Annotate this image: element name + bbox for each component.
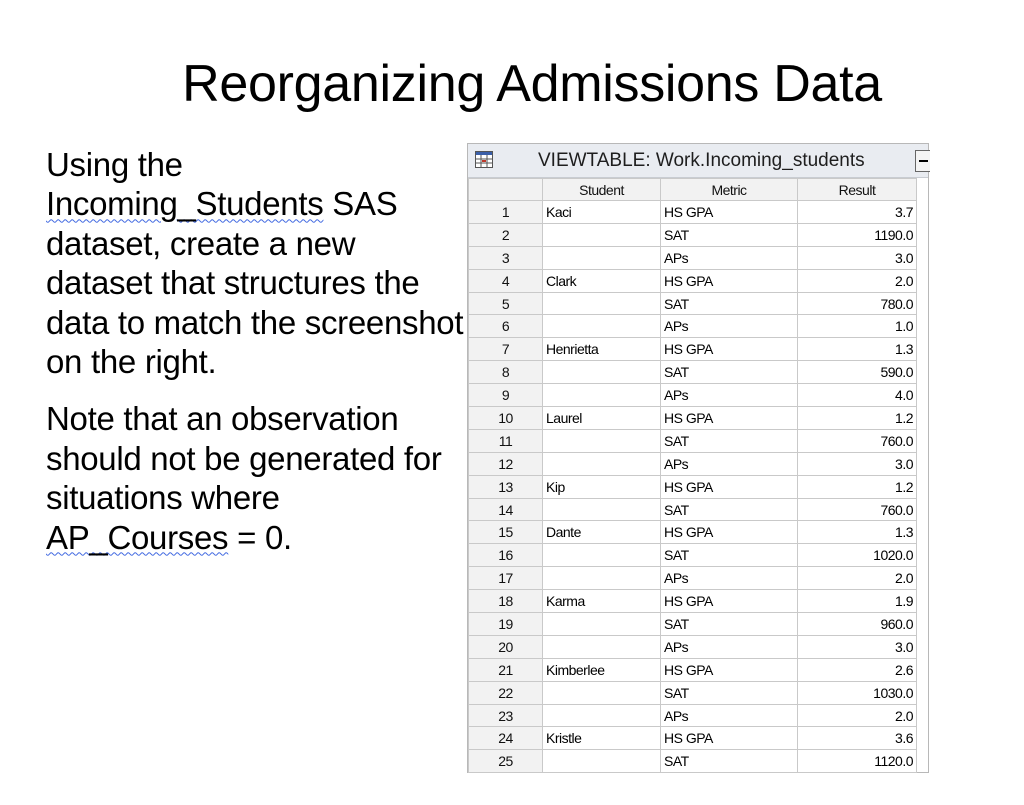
viewtable-titlebar[interactable] bbox=[468, 144, 928, 178]
cell-metric[interactable]: HS GPA bbox=[661, 658, 798, 681]
cell-metric[interactable]: SAT bbox=[661, 361, 798, 384]
row-number[interactable]: 6 bbox=[469, 315, 543, 338]
table-row[interactable] bbox=[469, 498, 917, 521]
cell-metric[interactable]: SAT bbox=[661, 429, 798, 452]
grid-body bbox=[469, 201, 917, 773]
cell-metric[interactable]: HS GPA bbox=[661, 338, 798, 361]
cell-result[interactable]: 4.0 bbox=[798, 384, 917, 407]
cell-result[interactable]: 590.0 bbox=[798, 361, 917, 384]
table-row[interactable] bbox=[469, 384, 917, 407]
table-row[interactable] bbox=[469, 269, 917, 292]
cell-metric[interactable]: HS GPA bbox=[661, 201, 798, 224]
variable-name: AP_Courses bbox=[46, 518, 229, 556]
table-row[interactable] bbox=[469, 567, 917, 590]
paragraph-1-lead: Using the bbox=[46, 146, 183, 183]
table-row[interactable] bbox=[469, 338, 917, 361]
row-number[interactable]: 14 bbox=[469, 498, 543, 521]
column-header-student[interactable]: Student bbox=[543, 179, 661, 201]
cell-metric[interactable]: APs bbox=[661, 315, 798, 338]
row-number[interactable]: 12 bbox=[469, 452, 543, 475]
cell-student[interactable]: Dante bbox=[543, 521, 661, 544]
cell-result[interactable]: 1.0 bbox=[798, 315, 917, 338]
dataset-name: Incoming_Students bbox=[46, 185, 324, 223]
cell-result[interactable]: 2.0 bbox=[798, 567, 917, 590]
row-number-header[interactable] bbox=[469, 179, 543, 201]
cell-metric[interactable]: HS GPA bbox=[661, 727, 798, 750]
row-number[interactable]: 10 bbox=[469, 407, 543, 430]
row-number[interactable]: 9 bbox=[469, 384, 543, 407]
instructions-paragraph-1 bbox=[46, 145, 466, 381]
cell-student[interactable] bbox=[543, 567, 661, 590]
row-number[interactable]: 4 bbox=[469, 269, 543, 292]
cell-result[interactable]: 2.6 bbox=[798, 658, 917, 681]
cell-result[interactable]: 760.0 bbox=[798, 429, 917, 452]
row-number[interactable]: 24 bbox=[469, 727, 543, 750]
cell-metric[interactable]: APs bbox=[661, 452, 798, 475]
table-row[interactable] bbox=[469, 590, 917, 613]
row-number[interactable]: 20 bbox=[469, 635, 543, 658]
instructions-text bbox=[46, 145, 466, 557]
table-row[interactable] bbox=[469, 635, 917, 658]
table-row[interactable] bbox=[469, 658, 917, 681]
cell-student[interactable] bbox=[543, 681, 661, 704]
viewtable-title: VIEWTABLE: Work.Incoming_students bbox=[538, 150, 865, 171]
data-grid bbox=[468, 178, 917, 773]
cell-metric[interactable]: HS GPA bbox=[661, 475, 798, 498]
cell-result[interactable]: 3.6 bbox=[798, 727, 917, 750]
cell-metric[interactable]: SAT bbox=[661, 292, 798, 315]
row-number[interactable]: 22 bbox=[469, 681, 543, 704]
table-row[interactable] bbox=[469, 681, 917, 704]
minimize-button[interactable] bbox=[915, 150, 930, 172]
table-row[interactable] bbox=[469, 315, 917, 338]
cell-result[interactable]: 760.0 bbox=[798, 498, 917, 521]
cell-result[interactable]: 2.0 bbox=[798, 269, 917, 292]
paragraph-2-rest: = 0. bbox=[228, 518, 292, 556]
table-row[interactable] bbox=[469, 544, 917, 567]
cell-student[interactable] bbox=[543, 246, 661, 269]
cell-metric[interactable]: SAT bbox=[661, 613, 798, 636]
row-number[interactable]: 3 bbox=[469, 246, 543, 269]
cell-student[interactable] bbox=[543, 223, 661, 246]
cell-student[interactable] bbox=[543, 315, 661, 338]
cell-result[interactable]: 1020.0 bbox=[798, 544, 917, 567]
cell-result[interactable]: 1.9 bbox=[798, 590, 917, 613]
table-row[interactable] bbox=[469, 429, 917, 452]
cell-student[interactable] bbox=[543, 613, 661, 636]
table-row[interactable] bbox=[469, 704, 917, 727]
table-row[interactable] bbox=[469, 201, 917, 224]
table-row[interactable] bbox=[469, 246, 917, 269]
cell-result[interactable]: 3.7 bbox=[798, 201, 917, 224]
row-number[interactable]: 19 bbox=[469, 613, 543, 636]
slide-title: Reorganizing Admissions Data bbox=[182, 55, 882, 113]
paragraph-2-lead: Note that an observation should not be generated for situations where bbox=[46, 400, 442, 517]
table-row[interactable] bbox=[469, 750, 917, 773]
cell-result[interactable]: 960.0 bbox=[798, 613, 917, 636]
instructions-paragraph-2 bbox=[46, 399, 466, 557]
cell-result[interactable]: 3.0 bbox=[798, 246, 917, 269]
cell-student[interactable] bbox=[543, 544, 661, 567]
cell-metric[interactable]: HS GPA bbox=[661, 590, 798, 613]
cell-result[interactable]: 1120.0 bbox=[798, 750, 917, 773]
table-row[interactable] bbox=[469, 407, 917, 430]
column-header-metric[interactable]: Metric bbox=[661, 179, 798, 201]
cell-result[interactable]: 1.3 bbox=[798, 521, 917, 544]
table-row[interactable] bbox=[469, 223, 917, 246]
cell-student[interactable] bbox=[543, 635, 661, 658]
cell-student[interactable] bbox=[543, 361, 661, 384]
table-icon bbox=[475, 151, 493, 168]
row-number[interactable]: 8 bbox=[469, 361, 543, 384]
cell-metric[interactable]: SAT bbox=[661, 223, 798, 246]
header-row bbox=[469, 179, 917, 201]
cell-metric[interactable]: APs bbox=[661, 567, 798, 590]
cell-metric[interactable]: SAT bbox=[661, 750, 798, 773]
row-number[interactable]: 15 bbox=[469, 521, 543, 544]
row-number[interactable]: 1 bbox=[469, 201, 543, 224]
cell-student[interactable]: Henrietta bbox=[543, 338, 661, 361]
row-number[interactable]: 17 bbox=[469, 567, 543, 590]
cell-student[interactable] bbox=[543, 498, 661, 521]
paragraph-1-rest: SAS dataset, create a new dataset that structures the data to match the screenshot on the right. bbox=[46, 185, 464, 381]
table-row[interactable] bbox=[469, 727, 917, 750]
row-number[interactable]: 7 bbox=[469, 338, 543, 361]
column-header-result[interactable]: Result bbox=[798, 179, 917, 201]
cell-metric[interactable]: HS GPA bbox=[661, 269, 798, 292]
cell-student[interactable]: Kristle bbox=[543, 727, 661, 750]
cell-student[interactable] bbox=[543, 384, 661, 407]
table-row[interactable] bbox=[469, 361, 917, 384]
table-row[interactable] bbox=[469, 521, 917, 544]
cell-metric[interactable]: APs bbox=[661, 635, 798, 658]
cell-student[interactable]: Kaci bbox=[543, 201, 661, 224]
cell-metric[interactable]: SAT bbox=[661, 544, 798, 567]
cell-student[interactable] bbox=[543, 292, 661, 315]
table-row[interactable] bbox=[469, 475, 917, 498]
cell-metric[interactable]: SAT bbox=[661, 681, 798, 704]
cell-student[interactable] bbox=[543, 704, 661, 727]
viewtable-window bbox=[467, 143, 929, 773]
cell-metric[interactable]: SAT bbox=[661, 498, 798, 521]
cell-student[interactable]: Laurel bbox=[543, 407, 661, 430]
cell-result[interactable]: 1030.0 bbox=[798, 681, 917, 704]
cell-student[interactable]: Kimberlee bbox=[543, 658, 661, 681]
cell-student[interactable]: Kip bbox=[543, 475, 661, 498]
cell-metric[interactable]: HS GPA bbox=[661, 407, 798, 430]
cell-result[interactable]: 1190.0 bbox=[798, 223, 917, 246]
row-number[interactable]: 2 bbox=[469, 223, 543, 246]
cell-result[interactable]: 1.3 bbox=[798, 338, 917, 361]
table-row[interactable] bbox=[469, 452, 917, 475]
cell-metric[interactable]: APs bbox=[661, 246, 798, 269]
cell-metric[interactable]: APs bbox=[661, 384, 798, 407]
table-row[interactable] bbox=[469, 292, 917, 315]
cell-student[interactable] bbox=[543, 429, 661, 452]
cell-result[interactable]: 1.2 bbox=[798, 407, 917, 430]
cell-metric[interactable]: APs bbox=[661, 704, 798, 727]
cell-result[interactable]: 3.0 bbox=[798, 452, 917, 475]
row-number[interactable]: 13 bbox=[469, 475, 543, 498]
cell-result[interactable]: 1.2 bbox=[798, 475, 917, 498]
row-number[interactable]: 21 bbox=[469, 658, 543, 681]
cell-result[interactable]: 3.0 bbox=[798, 635, 917, 658]
cell-result[interactable]: 780.0 bbox=[798, 292, 917, 315]
row-number[interactable]: 16 bbox=[469, 544, 543, 567]
row-number[interactable]: 18 bbox=[469, 590, 543, 613]
row-number[interactable]: 23 bbox=[469, 704, 543, 727]
table-row[interactable] bbox=[469, 613, 917, 636]
cell-student[interactable] bbox=[543, 750, 661, 773]
cell-student[interactable]: Clark bbox=[543, 269, 661, 292]
cell-result[interactable]: 2.0 bbox=[798, 704, 917, 727]
cell-metric[interactable]: HS GPA bbox=[661, 521, 798, 544]
cell-student[interactable]: Karma bbox=[543, 590, 661, 613]
row-number[interactable]: 5 bbox=[469, 292, 543, 315]
row-number[interactable]: 11 bbox=[469, 429, 543, 452]
row-number[interactable]: 25 bbox=[469, 750, 543, 773]
cell-student[interactable] bbox=[543, 452, 661, 475]
